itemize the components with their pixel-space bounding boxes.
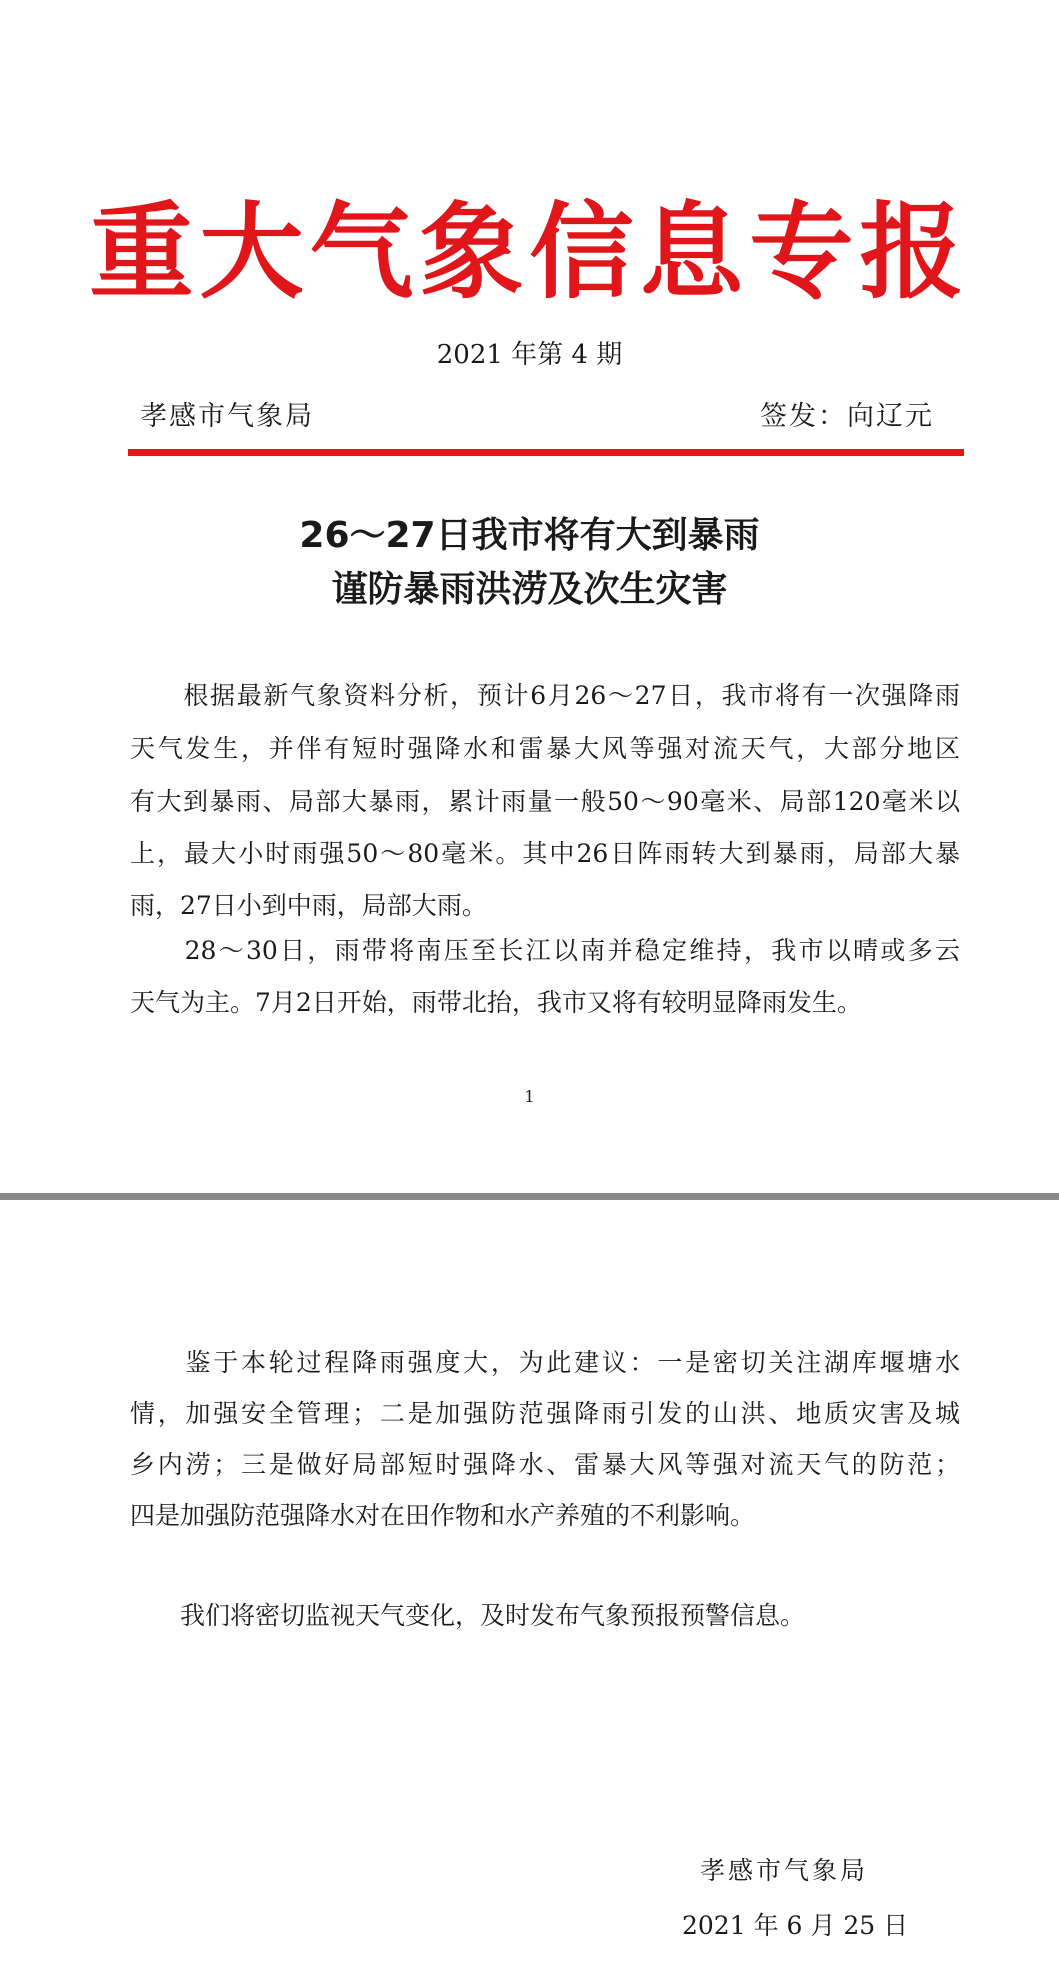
paragraph-3-line: 乡内涝；三是做好局部短时强降水、雷暴大风等强对流天气的防范； [130,1450,960,1479]
signer-label: 签发：向辽元 [760,401,934,432]
paragraph-3-line: 情，加强安全管理；二是加强防范强降雨引发的山洪、地质灾害及城 [130,1399,960,1428]
page-separator [0,1193,1059,1200]
signature-date: 2021 年 6 月 25 日 [682,1911,909,1940]
paragraph-1-line: 根据最新气象资料分析，预计6月26～27日，我市将有一次强降雨 [130,681,960,710]
headline-line-1: 26～27日我市将有大到暴雨 [299,515,760,556]
issue-number: 2021 年第 4 期 [436,340,623,370]
paragraph-3-line: 四是加强防范强降水对在田作物和水产养殖的不利影响。 [130,1501,756,1530]
issuing-organization: 孝感市气象局 [140,401,314,432]
paragraph-1-line: 天气发生，并伴有短时强降水和雷暴大风等强对流天气，大部分地区 [130,734,960,763]
paragraph-1-line: 雨，27日小到中雨，局部大雨。 [130,891,487,920]
paragraph-1-line: 上，最大小时雨强50～80毫米。其中26日阵雨转大到暴雨，局部大暴 [130,839,960,868]
paragraph-4-line: 我们将密切监视天气变化，及时发布气象预报预警信息。 [130,1601,806,1630]
headline-line-2: 谨防暴雨洪涝及次生灾害 [331,569,728,610]
paragraph-2-line: 天气为主。7月2日开始，雨带北抬，我市又将有较明显降雨发生。 [130,988,862,1017]
red-divider [128,449,964,456]
page-number: 1 [524,1087,535,1106]
masthead-title: 重大气象信息专报 [89,191,970,313]
signature-organization: 孝感市气象局 [700,1856,869,1885]
paragraph-1-line: 有大到暴雨、局部大暴雨，累计雨量一般50～90毫米、局部120毫米以 [130,787,960,816]
paragraph-3-line: 鉴于本轮过程降雨强度大，为此建议：一是密切关注湖库堰塘水 [130,1348,960,1377]
paragraph-2-line: 28～30日，雨带将南压至长江以南并稳定维持，我市以晴或多云 [130,936,960,965]
